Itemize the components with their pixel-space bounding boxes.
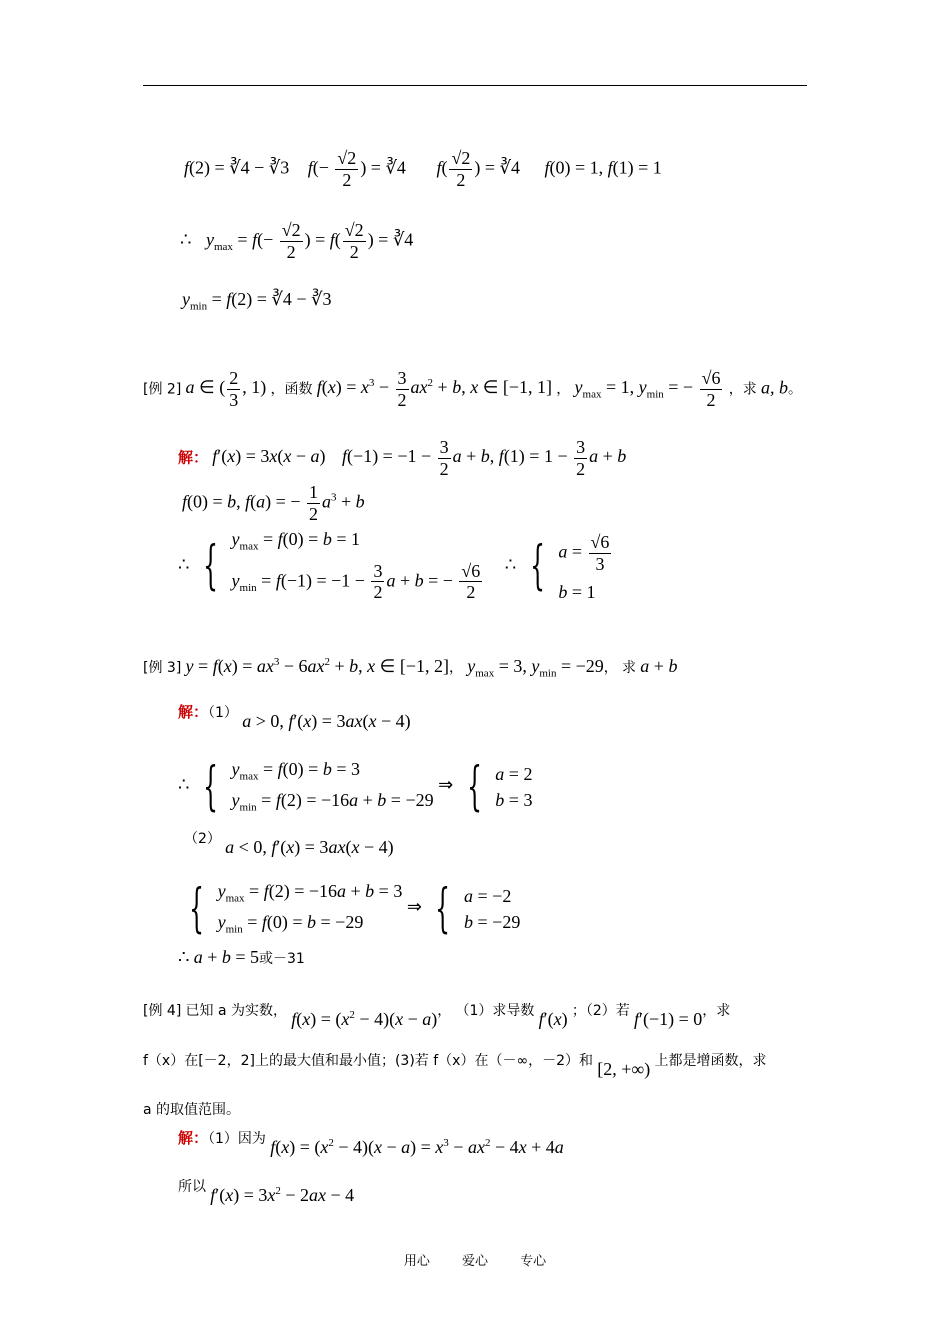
example4-line1: [例 4] 已知 a 为实数， $f(x) = (x^2 - 4)(x - a)$， （1）求导数 f′(x) ；（2）若 f′(−1) = 0，求 [143, 1003, 731, 1029]
example3-label: [例 3] [143, 660, 182, 676]
example3-conclusion: ∴ a + b = 5或－31 [178, 947, 305, 967]
example2-solution-line2: f(0) = b, f(a) = − $\frac{1}{2}$ $a^3 + b$ [182, 482, 365, 524]
example3-case2-label: （2） [184, 831, 221, 847]
example4-line3-text: a 的取值范围。 [143, 1102, 241, 1118]
example2-ask-text: ，求 [728, 381, 757, 398]
example4-q2: ；（2）若 [571, 1003, 630, 1019]
example2-system: ∴ { $y_{max} = f(0) = b = 1$ $y_{min} = f(-1) = -1$ − $\frac{3}{2}$ a + b = − $\frac{√6}{2}$ ∴ { a = $\frac{√6}{3}$ b = 1 [178, 529, 610, 603]
example3-statement: [例 3] $y = f(x) = ax^3 - 6ax^2 + b$, x ∈ [−1, 2]， $y_{max} = 3$, $y_{min} = -29$， 求 a + b [143, 656, 678, 680]
example2-solution-label: 解： [178, 448, 209, 467]
example2-label: [例 2] [143, 381, 182, 398]
example2-statement: [例 2] a ∈ ( $\frac{2}{3}$ , 1) ，函数 $f(x) = x^3$ − $\frac{3}{2}$ $ax^2 + b$, x ∈ [−1, 1] ， $y_{max} = 1$, $y_{min}$ = − $\frac{√6}{2}$ ，求 a, b。 [143, 368, 802, 410]
example4-line3 [143, 1100, 240, 1117]
example2-end: 。 [787, 381, 802, 398]
example3-case1-label: （1） [208, 705, 238, 721]
page-footer [0, 1250, 950, 1269]
example4-solution2: 所以 $f'(x) = 3x^2 - 2ax - 4$ [178, 1179, 355, 1205]
values-line: f(2) = ∛4 − ∛3 f(− $\frac{√2}{2}$ ) = ∛4 f( $\frac{√2}{2}$ ) = ∛4 f(0) = 1, f(1) = 1 [184, 148, 662, 190]
example4-solution1: 解：（1）因为 $f(x) = (x^2 - 4)(x - a) = x^3 - ax^2 - 4x + 4a$ [178, 1129, 564, 1157]
example2-ask-vars: a, b [760, 377, 788, 398]
example4-intro: 已知 a 为实数， [185, 1003, 288, 1019]
conclusion-suffix: 或－31 [259, 951, 305, 967]
implies-arrow: ⇒ [438, 774, 454, 795]
example3-case1: 解：（1） a > 0, f′(x) = 3ax(x − 4) [178, 703, 411, 731]
example4-sol2: 所以 [178, 1179, 206, 1195]
footer-text-3: 专心 [520, 1254, 547, 1269]
footer-text-2: 爱心 [461, 1254, 488, 1269]
header-rule [143, 85, 807, 86]
example3-case2: （2） a < 0, f′(x) = 3ax(x − 4) [184, 831, 394, 857]
therefore-symbol-3: ∴ [178, 947, 190, 967]
example4-line2: f（x）在[－2，2]上的最大值和最小值；(3)若 f（x）在（－∞，－2）和 [2, +∞) 上都是增函数，求 [143, 1053, 767, 1079]
example4-line2b: 上都是增函数，求 [654, 1053, 767, 1069]
example2-func-text: ，函数 [270, 381, 313, 398]
example4-label: [例 4] [143, 1003, 182, 1019]
example3-system2: { $y_{max} = f(2) = -16a + b = 3$ $y_{min} = f(0) = b = -29$ ⇒ { a = −2 b = −29 [189, 878, 521, 939]
example3-solution-label: 解： [178, 703, 209, 721]
example2-solution-line1: 解： f′(x) = 3x(x − a) f(−1) = −1 − $\frac{3}{2}$ a + b, f(1) = 1 − $\frac{3}{2}$ a + b [178, 437, 627, 479]
example3-system1: ∴ { $y_{max} = f(0) = b = 3$ $y_{min} = f(2) = -16a + b = -29$ ⇒ { a = 2 b = 3 [178, 756, 533, 817]
footer-text-1: 用心 [403, 1254, 430, 1269]
example4-sol1: （1）因为 [208, 1131, 266, 1147]
example4-q2b: ，求 [702, 1003, 731, 1019]
ymin-line: $y_{min} = f(2)$ = ∛4 − ∛3 [182, 289, 332, 313]
therefore-symbol: ∴ [180, 229, 192, 250]
example4-solution-label: 解： [178, 1129, 209, 1147]
example4-q1: （1）求导数 [455, 1003, 535, 1019]
example4-line2a: f（x）在[－2，2]上的最大值和最小值；(3)若 f（x）在（－∞，－2）和 [143, 1053, 594, 1069]
example3-ask: 求 [622, 660, 637, 676]
ymax-line: ∴ $y_{max} = f(-$ $\frac{√2}{2}$ ) = f( $\frac{√2}{2}$ ) = ∛4 [180, 220, 414, 262]
implies-arrow-2: ⇒ [406, 896, 422, 917]
